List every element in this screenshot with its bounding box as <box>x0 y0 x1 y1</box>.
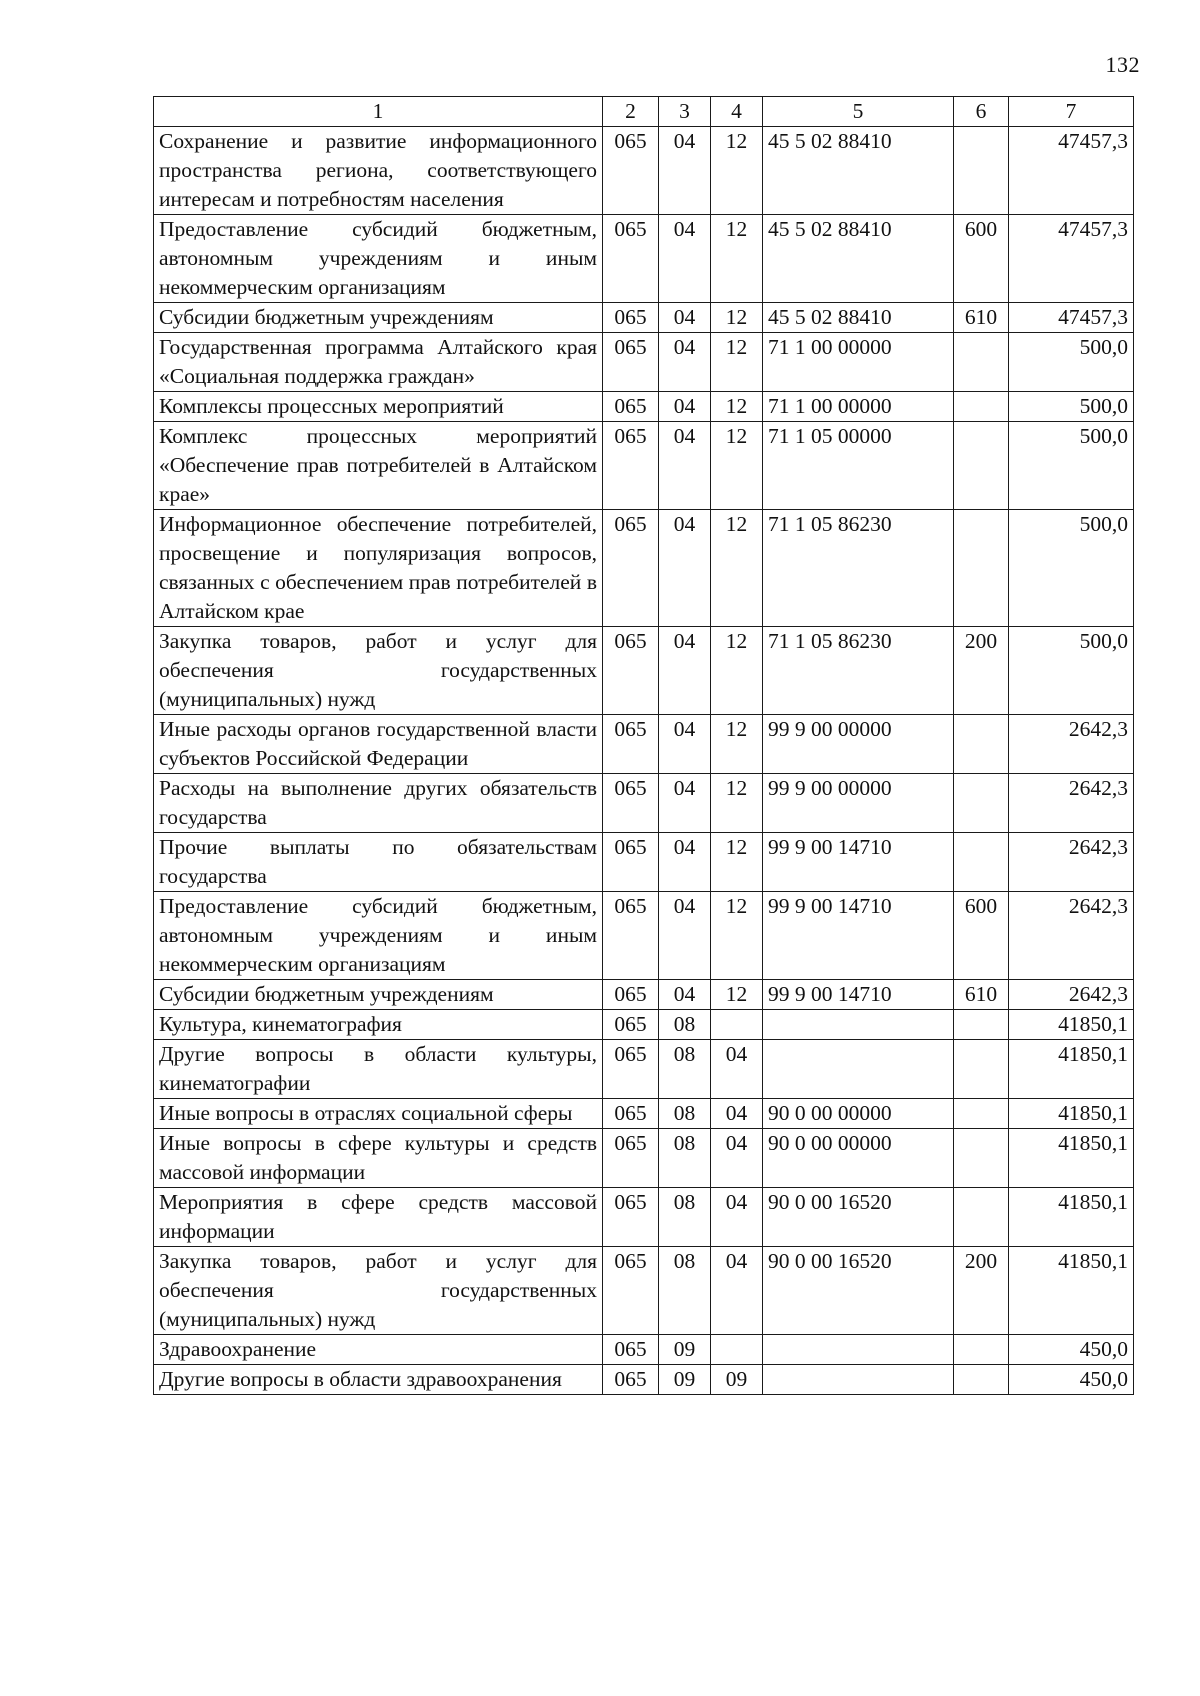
section-cell: 09 <box>659 1335 711 1365</box>
amount-cell: 500,0 <box>1009 422 1134 510</box>
page-number: 132 <box>1105 52 1140 77</box>
expense-type-cell <box>954 1335 1009 1365</box>
expense-type-cell <box>954 1040 1009 1099</box>
subsection-cell: 12 <box>711 774 763 833</box>
expense-type-cell <box>954 1010 1009 1040</box>
section-cell: 08 <box>659 1099 711 1129</box>
admin-code-cell: 065 <box>603 774 659 833</box>
row-name-cell: Государственная программа Алтайского края «Социальная поддержка граждан» <box>154 333 603 392</box>
admin-code-cell: 065 <box>603 1365 659 1395</box>
section-cell: 09 <box>659 1365 711 1395</box>
row-name-cell: Субсидии бюджетным учреждениям <box>154 303 603 333</box>
subsection-cell: 04 <box>711 1129 763 1188</box>
amount-cell: 41850,1 <box>1009 1040 1134 1099</box>
table-row <box>154 1365 1134 1395</box>
row-name-cell: Расходы на выполнение других обязательств государства <box>154 774 603 833</box>
subsection-cell: 04 <box>711 1099 763 1129</box>
section-cell: 04 <box>659 833 711 892</box>
amount-cell: 47457,3 <box>1009 215 1134 303</box>
section-cell: 08 <box>659 1188 711 1247</box>
subsection-cell: 12 <box>711 892 763 980</box>
section-cell: 04 <box>659 422 711 510</box>
table-row <box>154 392 1134 422</box>
table-row <box>154 510 1134 627</box>
target-article-cell <box>763 1040 954 1099</box>
target-article-cell <box>763 1010 954 1040</box>
expense-type-cell <box>954 510 1009 627</box>
subsection-cell: 12 <box>711 980 763 1010</box>
amount-cell: 41850,1 <box>1009 1099 1134 1129</box>
target-article-cell: 99 9 00 14710 <box>763 892 954 980</box>
section-cell: 04 <box>659 892 711 980</box>
amount-cell: 500,0 <box>1009 510 1134 627</box>
table-row <box>154 1247 1134 1335</box>
expense-type-cell: 200 <box>954 1247 1009 1335</box>
row-name-cell: Сохранение и развитие информационного пространства региона, соответствующего интересам и потребностям населения <box>154 127 603 215</box>
row-name-cell: Предоставление субсидий бюджетным, автономным учреждениям и иным некоммерческим организациям <box>154 215 603 303</box>
subsection-cell <box>711 1335 763 1365</box>
row-name-cell: Иные вопросы в сфере культуры и средств массовой информации <box>154 1129 603 1188</box>
subsection-cell: 12 <box>711 215 763 303</box>
subsection-cell <box>711 1010 763 1040</box>
target-article-cell: 90 0 00 00000 <box>763 1129 954 1188</box>
target-article-cell: 45 5 02 88410 <box>763 127 954 215</box>
section-cell: 04 <box>659 715 711 774</box>
amount-cell: 2642,3 <box>1009 833 1134 892</box>
admin-code-cell: 065 <box>603 303 659 333</box>
subsection-cell: 12 <box>711 392 763 422</box>
column-header: 5 <box>763 97 954 127</box>
column-header: 6 <box>954 97 1009 127</box>
table-row <box>154 833 1134 892</box>
expense-type-cell <box>954 1129 1009 1188</box>
table-header-row <box>154 97 1134 127</box>
subsection-cell: 12 <box>711 422 763 510</box>
row-name-cell: Комплекс процессных мероприятий «Обеспечение прав потребителей в Алтайском крае» <box>154 422 603 510</box>
amount-cell: 41850,1 <box>1009 1188 1134 1247</box>
target-article-cell: 90 0 00 00000 <box>763 1099 954 1129</box>
table-row <box>154 1099 1134 1129</box>
table-row <box>154 1010 1134 1040</box>
table-row <box>154 127 1134 215</box>
amount-cell: 450,0 <box>1009 1335 1134 1365</box>
expense-type-cell <box>954 833 1009 892</box>
expense-type-cell <box>954 715 1009 774</box>
section-cell: 04 <box>659 392 711 422</box>
section-cell: 04 <box>659 333 711 392</box>
admin-code-cell: 065 <box>603 422 659 510</box>
amount-cell: 41850,1 <box>1009 1247 1134 1335</box>
table-row <box>154 1335 1134 1365</box>
expense-type-cell <box>954 333 1009 392</box>
section-cell: 08 <box>659 1040 711 1099</box>
row-name-cell: Прочие выплаты по обязательствам государства <box>154 833 603 892</box>
expense-type-cell <box>954 1365 1009 1395</box>
section-cell: 04 <box>659 215 711 303</box>
subsection-cell: 04 <box>711 1188 763 1247</box>
row-name-cell: Комплексы процессных мероприятий <box>154 392 603 422</box>
amount-cell: 500,0 <box>1009 333 1134 392</box>
table-row <box>154 303 1134 333</box>
table-row <box>154 715 1134 774</box>
row-name-cell: Субсидии бюджетным учреждениям <box>154 980 603 1010</box>
admin-code-cell: 065 <box>603 510 659 627</box>
subsection-cell: 12 <box>711 510 763 627</box>
admin-code-cell: 065 <box>603 215 659 303</box>
amount-cell: 2642,3 <box>1009 892 1134 980</box>
admin-code-cell: 065 <box>603 333 659 392</box>
expense-type-cell <box>954 392 1009 422</box>
amount-cell: 450,0 <box>1009 1365 1134 1395</box>
table-body <box>154 127 1134 1395</box>
amount-cell: 2642,3 <box>1009 715 1134 774</box>
section-cell: 04 <box>659 127 711 215</box>
section-cell: 04 <box>659 980 711 1010</box>
table-row <box>154 627 1134 715</box>
target-article-cell: 45 5 02 88410 <box>763 303 954 333</box>
subsection-cell: 12 <box>711 303 763 333</box>
target-article-cell: 99 9 00 14710 <box>763 833 954 892</box>
admin-code-cell: 065 <box>603 715 659 774</box>
row-name-cell: Закупка товаров, работ и услуг для обеспечения государственных (муниципальных) нужд <box>154 1247 603 1335</box>
subsection-cell: 12 <box>711 627 763 715</box>
target-article-cell: 71 1 00 00000 <box>763 392 954 422</box>
admin-code-cell: 065 <box>603 1188 659 1247</box>
column-header: 3 <box>659 97 711 127</box>
column-header: 7 <box>1009 97 1134 127</box>
row-name-cell: Другие вопросы в области культуры, кинематографии <box>154 1040 603 1099</box>
admin-code-cell: 065 <box>603 892 659 980</box>
expense-type-cell <box>954 422 1009 510</box>
column-header: 1 <box>154 97 603 127</box>
admin-code-cell: 065 <box>603 980 659 1010</box>
section-cell: 08 <box>659 1010 711 1040</box>
section-cell: 08 <box>659 1129 711 1188</box>
table-row <box>154 1188 1134 1247</box>
expense-type-cell: 610 <box>954 980 1009 1010</box>
table-row <box>154 980 1134 1010</box>
subsection-cell: 12 <box>711 127 763 215</box>
admin-code-cell: 065 <box>603 1010 659 1040</box>
row-name-cell: Закупка товаров, работ и услуг для обеспечения государственных (муниципальных) нужд <box>154 627 603 715</box>
expense-type-cell <box>954 774 1009 833</box>
admin-code-cell: 065 <box>603 1129 659 1188</box>
admin-code-cell: 065 <box>603 392 659 422</box>
section-cell: 08 <box>659 1247 711 1335</box>
row-name-cell: Иные расходы органов государственной власти субъектов Российской Федерации <box>154 715 603 774</box>
admin-code-cell: 065 <box>603 1099 659 1129</box>
amount-cell: 41850,1 <box>1009 1129 1134 1188</box>
subsection-cell: 12 <box>711 833 763 892</box>
row-name-cell: Другие вопросы в области здравоохранения <box>154 1365 603 1395</box>
expense-type-cell <box>954 127 1009 215</box>
target-article-cell: 90 0 00 16520 <box>763 1247 954 1335</box>
section-cell: 04 <box>659 510 711 627</box>
expense-type-cell: 600 <box>954 215 1009 303</box>
subsection-cell: 12 <box>711 333 763 392</box>
budget-table <box>153 96 1134 1395</box>
amount-cell: 500,0 <box>1009 627 1134 715</box>
column-header: 4 <box>711 97 763 127</box>
subsection-cell: 09 <box>711 1365 763 1395</box>
amount-cell: 41850,1 <box>1009 1010 1134 1040</box>
table-row <box>154 333 1134 392</box>
admin-code-cell: 065 <box>603 627 659 715</box>
amount-cell: 2642,3 <box>1009 980 1134 1010</box>
subsection-cell: 04 <box>711 1040 763 1099</box>
column-header: 2 <box>603 97 659 127</box>
admin-code-cell: 065 <box>603 1247 659 1335</box>
subsection-cell: 04 <box>711 1247 763 1335</box>
table-row <box>154 774 1134 833</box>
amount-cell: 47457,3 <box>1009 303 1134 333</box>
admin-code-cell: 065 <box>603 1040 659 1099</box>
target-article-cell: 45 5 02 88410 <box>763 215 954 303</box>
target-article-cell: 90 0 00 16520 <box>763 1188 954 1247</box>
target-article-cell: 99 9 00 00000 <box>763 774 954 833</box>
row-name-cell: Здравоохранение <box>154 1335 603 1365</box>
section-cell: 04 <box>659 627 711 715</box>
target-article-cell <box>763 1335 954 1365</box>
amount-cell: 2642,3 <box>1009 774 1134 833</box>
table-row <box>154 422 1134 510</box>
table-row <box>154 892 1134 980</box>
target-article-cell <box>763 1365 954 1395</box>
target-article-cell: 71 1 05 86230 <box>763 510 954 627</box>
target-article-cell: 71 1 05 86230 <box>763 627 954 715</box>
expense-type-cell <box>954 1099 1009 1129</box>
admin-code-cell: 065 <box>603 833 659 892</box>
admin-code-cell: 065 <box>603 127 659 215</box>
section-cell: 04 <box>659 774 711 833</box>
section-cell: 04 <box>659 303 711 333</box>
table-row <box>154 1040 1134 1099</box>
row-name-cell: Культура, кинематография <box>154 1010 603 1040</box>
target-article-cell: 99 9 00 00000 <box>763 715 954 774</box>
amount-cell: 500,0 <box>1009 392 1134 422</box>
admin-code-cell: 065 <box>603 1335 659 1365</box>
target-article-cell: 71 1 00 00000 <box>763 333 954 392</box>
target-article-cell: 71 1 05 00000 <box>763 422 954 510</box>
table-row <box>154 215 1134 303</box>
table-row <box>154 1129 1134 1188</box>
target-article-cell: 99 9 00 14710 <box>763 980 954 1010</box>
expense-type-cell <box>954 1188 1009 1247</box>
amount-cell: 47457,3 <box>1009 127 1134 215</box>
row-name-cell: Информационное обеспечение потребителей, просвещение и популяризация вопросов, связанных с обеспечением прав потребителей в Алтайском крае <box>154 510 603 627</box>
row-name-cell: Мероприятия в сфере средств массовой информации <box>154 1188 603 1247</box>
subsection-cell: 12 <box>711 715 763 774</box>
expense-type-cell: 610 <box>954 303 1009 333</box>
row-name-cell: Предоставление субсидий бюджетным, автономным учреждениям и иным некоммерческим организациям <box>154 892 603 980</box>
expense-type-cell: 600 <box>954 892 1009 980</box>
row-name-cell: Иные вопросы в отраслях социальной сферы <box>154 1099 603 1129</box>
expense-type-cell: 200 <box>954 627 1009 715</box>
